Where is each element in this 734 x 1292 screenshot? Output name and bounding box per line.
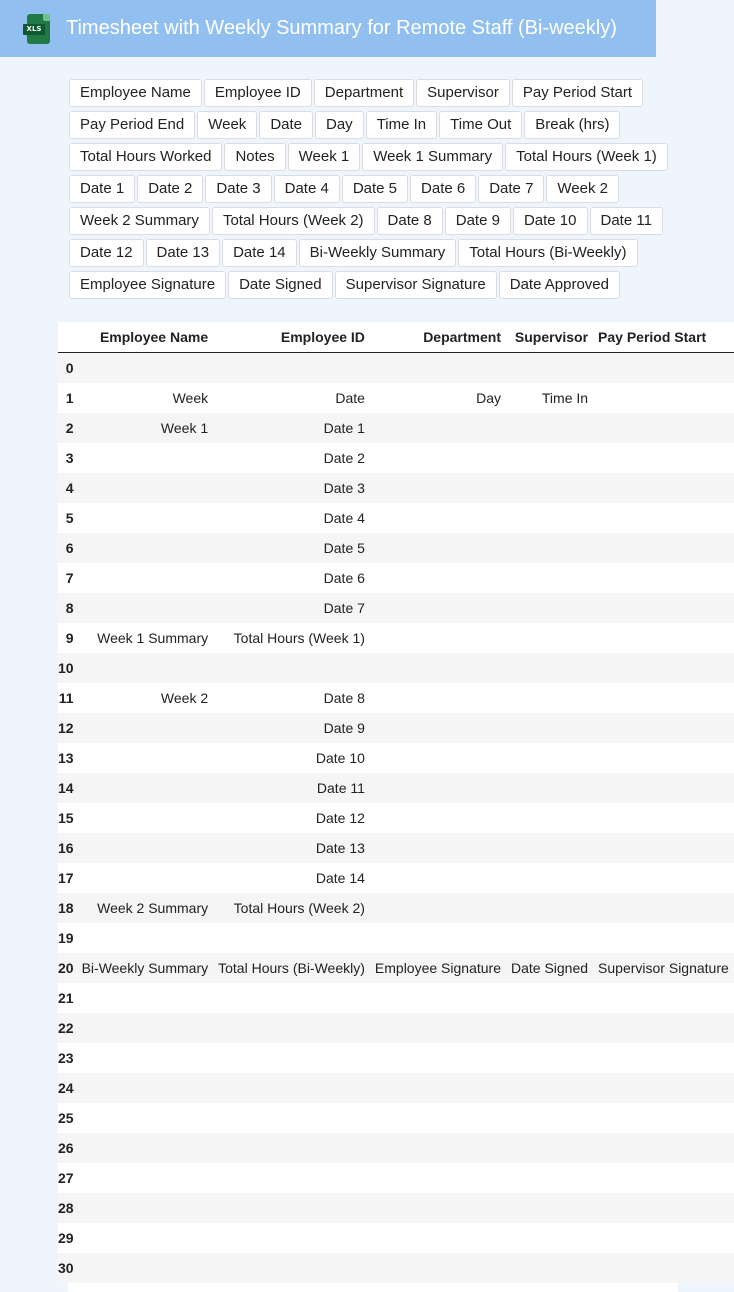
table-cell[interactable] — [593, 893, 734, 923]
table-cell[interactable]: Date 12 — [213, 803, 370, 833]
table-cell[interactable] — [77, 923, 214, 953]
table-row — [58, 1073, 734, 1103]
row-index: 4 — [58, 473, 77, 503]
table-cell[interactable] — [593, 983, 734, 1013]
table-cell[interactable] — [593, 1253, 734, 1283]
table-cell[interactable] — [77, 473, 214, 503]
row-index: 8 — [58, 593, 77, 623]
table-cell[interactable] — [593, 1073, 734, 1103]
table-cell[interactable] — [593, 1043, 734, 1073]
table-cell[interactable]: Date — [213, 383, 370, 413]
table-row — [58, 893, 734, 923]
table-cell[interactable] — [370, 413, 506, 443]
column-chip[interactable]: Week 1 — [288, 143, 361, 171]
column-chip[interactable]: Total Hours (Week 2) — [212, 207, 375, 235]
table-cell[interactable] — [506, 923, 593, 953]
table-cell[interactable] — [77, 803, 214, 833]
table-cell[interactable] — [370, 503, 506, 533]
table-row — [58, 623, 734, 653]
table-row — [58, 413, 734, 443]
column-chip[interactable]: Date 8 — [377, 207, 443, 235]
table-cell[interactable] — [77, 773, 214, 803]
row-index: 13 — [58, 743, 77, 773]
table-cell[interactable] — [370, 833, 506, 863]
column-chip[interactable]: Date 5 — [342, 175, 408, 203]
table-cell[interactable] — [77, 563, 214, 593]
data-grid[interactable] — [58, 322, 729, 1292]
row-index: 2 — [58, 413, 77, 443]
table-cell[interactable] — [506, 1013, 593, 1043]
table-cell[interactable] — [370, 1223, 506, 1253]
table-cell[interactable] — [370, 803, 506, 833]
column-chip[interactable]: Date Approved — [499, 271, 620, 299]
table-row — [58, 563, 734, 593]
table-cell[interactable] — [370, 533, 506, 563]
row-index: 18 — [58, 893, 77, 923]
table-row — [58, 803, 734, 833]
row-index: 29 — [58, 1223, 77, 1253]
table-cell[interactable] — [77, 1013, 214, 1043]
table-cell[interactable] — [506, 863, 593, 893]
excel-file-icon: XLS — [23, 14, 51, 44]
table-cell[interactable] — [370, 683, 506, 713]
table-cell[interactable] — [593, 563, 734, 593]
table-cell[interactable] — [77, 833, 214, 863]
row-index: 22 — [58, 1013, 77, 1043]
table-cell[interactable] — [213, 1103, 370, 1133]
column-header[interactable]: Supervisor — [506, 322, 593, 353]
row-index: 16 — [58, 833, 77, 863]
column-chip[interactable]: Break (hrs) — [524, 111, 620, 139]
column-chip[interactable]: Supervisor Signature — [335, 271, 497, 299]
table-cell[interactable] — [370, 1253, 506, 1283]
table-cell[interactable]: Date 2 — [213, 443, 370, 473]
column-chip[interactable]: Date 1 — [69, 175, 135, 203]
table-cell[interactable] — [593, 413, 734, 443]
column-chip[interactable]: Date 13 — [146, 239, 221, 267]
table-cell[interactable] — [213, 1223, 370, 1253]
row-index: 3 — [58, 443, 77, 473]
row-index: 24 — [58, 1073, 77, 1103]
table-cell[interactable]: Date 11 — [213, 773, 370, 803]
table-row — [58, 473, 734, 503]
column-chip[interactable]: Notes — [224, 143, 285, 171]
table-cell[interactable] — [213, 1133, 370, 1163]
table-cell[interactable] — [593, 743, 734, 773]
table-cell[interactable] — [593, 503, 734, 533]
table-cell[interactable] — [213, 1193, 370, 1223]
table-cell[interactable] — [506, 1253, 593, 1283]
table-cell[interactable] — [370, 1133, 506, 1163]
table-cell[interactable]: Date 13 — [213, 833, 370, 863]
column-chip[interactable]: Department — [314, 79, 414, 107]
table-cell[interactable] — [593, 833, 734, 863]
row-index: 23 — [58, 1043, 77, 1073]
row-index: 5 — [58, 503, 77, 533]
table-cell[interactable] — [213, 983, 370, 1013]
column-chip[interactable]: Supervisor — [416, 79, 510, 107]
column-header[interactable]: Pay Period Start — [593, 322, 734, 353]
row-index: 12 — [58, 713, 77, 743]
table-cell[interactable] — [506, 773, 593, 803]
table-cell[interactable] — [370, 713, 506, 743]
table-cell[interactable] — [506, 1133, 593, 1163]
table-cell[interactable] — [593, 653, 734, 683]
column-chip[interactable]: Date 2 — [137, 175, 203, 203]
table-row — [58, 923, 734, 953]
table-cell[interactable] — [506, 833, 593, 863]
table-cell[interactable] — [77, 1223, 214, 1253]
row-index: 20 — [58, 953, 77, 983]
table-cell[interactable] — [77, 863, 214, 893]
table-cell[interactable] — [370, 623, 506, 653]
column-chip[interactable]: Date 6 — [410, 175, 476, 203]
column-chip[interactable]: Time In — [366, 111, 437, 139]
column-chip-list — [69, 79, 679, 299]
table-cell[interactable] — [370, 773, 506, 803]
column-chip[interactable]: Employee Name — [69, 79, 202, 107]
table-cell[interactable] — [77, 353, 214, 384]
table-cell[interactable] — [506, 413, 593, 443]
table-cell[interactable] — [370, 983, 506, 1013]
column-chip[interactable]: Date 3 — [205, 175, 271, 203]
table-cell[interactable] — [593, 1223, 734, 1253]
table-cell[interactable]: Date 6 — [213, 563, 370, 593]
table-cell[interactable] — [370, 1103, 506, 1133]
table-cell[interactable] — [370, 1013, 506, 1043]
table-cell[interactable] — [593, 1163, 734, 1193]
column-chip[interactable]: Total Hours (Bi-Weekly) — [458, 239, 637, 267]
table-cell[interactable]: Date 10 — [213, 743, 370, 773]
column-chip[interactable]: Date 10 — [513, 207, 588, 235]
column-chip[interactable]: Date 4 — [274, 175, 340, 203]
table-row — [58, 743, 734, 773]
table-cell[interactable] — [593, 1133, 734, 1163]
table-cell[interactable]: Date 8 — [213, 683, 370, 713]
table-row — [58, 1103, 734, 1133]
row-index: 11 — [58, 683, 77, 713]
table-cell[interactable] — [593, 353, 734, 384]
table-cell[interactable] — [77, 1163, 214, 1193]
table-cell[interactable] — [506, 533, 593, 563]
table-cell[interactable] — [77, 1193, 214, 1223]
table-cell[interactable] — [506, 1043, 593, 1073]
column-chip[interactable]: Pay Period End — [69, 111, 195, 139]
column-chip[interactable]: Total Hours (Week 1) — [505, 143, 668, 171]
table-cell[interactable] — [213, 353, 370, 384]
table-cell[interactable] — [506, 443, 593, 473]
table-cell[interactable] — [213, 923, 370, 953]
table-cell[interactable] — [213, 1163, 370, 1193]
row-index: 26 — [58, 1133, 77, 1163]
table-cell[interactable]: Week 1 Summary — [77, 623, 214, 653]
table-row — [58, 773, 734, 803]
table-cell[interactable] — [370, 593, 506, 623]
table-cell[interactable] — [593, 803, 734, 833]
row-index: 10 — [58, 653, 77, 683]
column-chip[interactable]: Date 7 — [478, 175, 544, 203]
table-row — [58, 653, 734, 683]
table-row — [58, 683, 734, 713]
table-cell[interactable]: Date Signed — [506, 953, 593, 983]
table-cell[interactable] — [77, 1043, 214, 1073]
row-index: 27 — [58, 1163, 77, 1193]
table-cell[interactable] — [593, 383, 734, 413]
table-cell[interactable] — [77, 593, 214, 623]
column-chip[interactable]: Week 2 — [546, 175, 619, 203]
table-cell[interactable] — [506, 563, 593, 593]
table-cell[interactable] — [77, 1103, 214, 1133]
table-cell[interactable] — [77, 503, 214, 533]
row-index: 7 — [58, 563, 77, 593]
row-index-header — [58, 322, 77, 353]
table-cell[interactable] — [593, 1013, 734, 1043]
column-chip[interactable]: Pay Period Start — [512, 79, 643, 107]
table-cell[interactable] — [506, 503, 593, 533]
table-cell[interactable]: Total Hours (Bi-Weekly) — [213, 953, 370, 983]
table-cell[interactable] — [506, 743, 593, 773]
table-cell[interactable]: Date 9 — [213, 713, 370, 743]
column-chip[interactable]: Week 1 Summary — [362, 143, 503, 171]
column-chip[interactable]: Week — [197, 111, 257, 139]
table-cell[interactable] — [370, 353, 506, 384]
table-row — [58, 953, 734, 983]
table-row — [58, 833, 734, 863]
table-cell[interactable] — [77, 533, 214, 563]
table-cell[interactable] — [506, 803, 593, 833]
table-cell[interactable] — [370, 443, 506, 473]
table-cell[interactable] — [77, 1073, 214, 1103]
table-cell[interactable]: Date 14 — [213, 863, 370, 893]
column-chip[interactable]: Date 12 — [69, 239, 144, 267]
column-header[interactable]: Employee Name — [77, 322, 214, 353]
table-row — [58, 1253, 734, 1283]
table-row — [58, 593, 734, 623]
table-cell[interactable] — [370, 1043, 506, 1073]
table-cell[interactable]: Total Hours (Week 2) — [213, 893, 370, 923]
table-cell[interactable]: Day — [370, 383, 506, 413]
table-cell[interactable]: Employee Signature — [370, 953, 506, 983]
table-cell[interactable] — [370, 923, 506, 953]
table-cell[interactable] — [370, 1193, 506, 1223]
table-cell[interactable] — [506, 1193, 593, 1223]
header-row — [58, 322, 734, 353]
row-index: 1 — [58, 383, 77, 413]
column-chip[interactable]: Employee ID — [204, 79, 312, 107]
table-cell[interactable]: Date 7 — [213, 593, 370, 623]
table-cell[interactable] — [370, 1163, 506, 1193]
column-chip[interactable]: Bi-Weekly Summary — [299, 239, 457, 267]
table-cell[interactable] — [506, 1103, 593, 1133]
table-cell[interactable] — [506, 623, 593, 653]
table-cell[interactable] — [370, 563, 506, 593]
column-chip[interactable]: Time Out — [439, 111, 522, 139]
table-cell[interactable] — [593, 1193, 734, 1223]
row-index: 21 — [58, 983, 77, 1013]
column-chip[interactable]: Date — [259, 111, 313, 139]
table-row — [58, 383, 734, 413]
row-index: 17 — [58, 863, 77, 893]
table-cell[interactable] — [370, 1073, 506, 1103]
table-cell[interactable] — [370, 893, 506, 923]
table-cell[interactable]: Week 2 Summary — [77, 893, 214, 923]
table-cell[interactable]: Date 3 — [213, 473, 370, 503]
table-cell[interactable] — [506, 1163, 593, 1193]
table-cell[interactable]: Date 5 — [213, 533, 370, 563]
table-cell[interactable] — [506, 683, 593, 713]
table-cell[interactable] — [213, 1043, 370, 1073]
table-cell[interactable] — [506, 983, 593, 1013]
table-cell[interactable]: Supervisor Signature — [593, 953, 734, 983]
table-row — [58, 1223, 734, 1253]
table-cell[interactable] — [77, 983, 214, 1013]
title-bar — [0, 0, 656, 57]
table-cell[interactable] — [506, 1073, 593, 1103]
row-index: 25 — [58, 1103, 77, 1133]
row-index: 9 — [58, 623, 77, 653]
table-row — [58, 1193, 734, 1223]
table-cell[interactable]: Time In — [506, 383, 593, 413]
table-cell[interactable] — [77, 653, 214, 683]
column-chip[interactable]: Date 11 — [590, 207, 663, 235]
table-cell[interactable] — [593, 1103, 734, 1133]
row-index: 0 — [58, 353, 77, 384]
table-row — [58, 713, 734, 743]
column-header[interactable]: Employee ID — [213, 322, 370, 353]
table-cell[interactable] — [593, 773, 734, 803]
row-index: 30 — [58, 1253, 77, 1283]
column-chip[interactable]: Date Signed — [228, 271, 333, 299]
page-title: Timesheet with Weekly Summary for Remote Staff (Bi-weekly) — [66, 17, 617, 39]
row-index: 15 — [58, 803, 77, 833]
table-cell[interactable]: Bi-Weekly Summary — [77, 953, 214, 983]
row-index: 19 — [58, 923, 77, 953]
table-row — [58, 1133, 734, 1163]
table-cell[interactable]: Total Hours (Week 1) — [213, 623, 370, 653]
table-cell[interactable] — [506, 353, 593, 384]
table-cell[interactable] — [506, 713, 593, 743]
table-row — [58, 1013, 734, 1043]
table-cell[interactable]: Week 2 — [77, 683, 214, 713]
table-cell[interactable] — [370, 863, 506, 893]
table-cell[interactable]: Date 1 — [213, 413, 370, 443]
table-row — [58, 533, 734, 563]
column-chip[interactable]: Week 2 Summary — [69, 207, 210, 235]
table-cell[interactable]: Week — [77, 383, 214, 413]
row-index: 28 — [58, 1193, 77, 1223]
table-cell[interactable] — [370, 743, 506, 773]
table-cell[interactable] — [593, 533, 734, 563]
table-row — [58, 443, 734, 473]
table-cell[interactable] — [593, 863, 734, 893]
table-cell[interactable] — [213, 1253, 370, 1283]
table-row — [58, 983, 734, 1013]
table-cell[interactable] — [370, 653, 506, 683]
table-cell[interactable] — [77, 1133, 214, 1163]
table-cell[interactable] — [77, 1253, 214, 1283]
table-cell[interactable] — [506, 1223, 593, 1253]
column-chip[interactable]: Total Hours Worked — [69, 143, 222, 171]
table-cell[interactable] — [506, 653, 593, 683]
table-cell[interactable] — [370, 473, 506, 503]
table-row — [58, 353, 734, 384]
column-header[interactable]: Department — [370, 322, 506, 353]
row-index: 6 — [58, 533, 77, 563]
table-cell[interactable] — [506, 473, 593, 503]
table-cell[interactable]: Week 1 — [77, 413, 214, 443]
table-cell[interactable] — [506, 893, 593, 923]
row-index: 14 — [58, 773, 77, 803]
table-cell[interactable] — [593, 623, 734, 653]
table-cell[interactable] — [77, 713, 214, 743]
table-row — [58, 503, 734, 533]
column-chip[interactable]: Date 14 — [222, 239, 297, 267]
table-row — [58, 863, 734, 893]
column-chip[interactable]: Employee Signature — [69, 271, 226, 299]
column-chip[interactable]: Date 9 — [445, 207, 511, 235]
table-cell[interactable] — [213, 1073, 370, 1103]
table-cell[interactable] — [213, 653, 370, 683]
table-cell[interactable] — [593, 473, 734, 503]
table-cell[interactable] — [593, 713, 734, 743]
table-cell[interactable]: Date 4 — [213, 503, 370, 533]
table-cell[interactable] — [593, 443, 734, 473]
table-cell[interactable] — [77, 443, 214, 473]
table-row — [58, 1043, 734, 1073]
table-cell[interactable] — [77, 743, 214, 773]
table-cell[interactable] — [506, 593, 593, 623]
table-cell[interactable] — [593, 593, 734, 623]
table-cell[interactable] — [593, 923, 734, 953]
table-row — [58, 1163, 734, 1193]
table-cell[interactable] — [593, 683, 734, 713]
table-cell[interactable] — [213, 1013, 370, 1043]
column-chip[interactable]: Day — [315, 111, 364, 139]
